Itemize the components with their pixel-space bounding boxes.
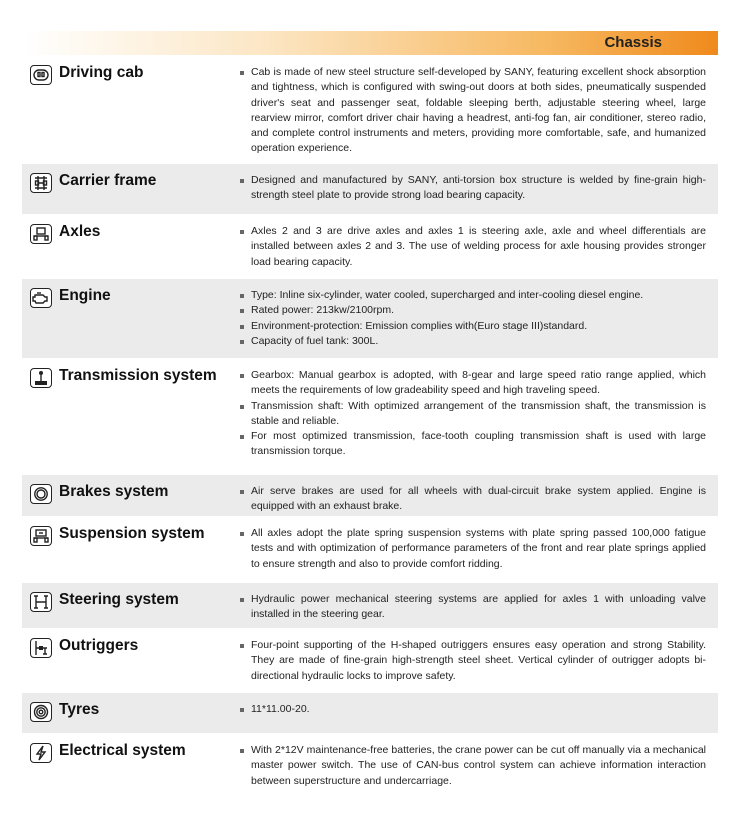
section-row-transmission-system [22,359,718,475]
section-heading [22,734,228,794]
section-title-brakes-system: Brakes system [59,483,169,500]
section-title: Chassis [604,34,662,51]
section-row-driving-cab [22,56,718,164]
section-title-axles: Axles [59,223,101,240]
section-row-tyres [22,693,718,734]
bullet-item: Hydraulic power mechanical steering systems are applied for axles 1 with unloading valve installed in the steering gear. [240,592,706,623]
bullet-item: All axles adopt the plate spring suspension systems with plate spring passed 100,000 fatigue tests and with optimization of performance parameters of the front and rear plate springs applied to ensure strength and also to provide comfort ridding. [240,526,706,572]
section-description [228,517,718,582]
section-description [228,56,718,163]
section-title-tyres: Tyres [59,701,100,718]
bullet-item: Cab is made of new steel structure self-developed by SANY, featuring excellent shock absorption and tightness, which is configured with swing-out doors at both sides, pneumatically suspended driver's seat and passenger seat, foldable sleeping berth, adjustable steering wheel, large rearview mirror, comfort driver chair having a headrest, anti-fog fan, air conditioner, stereo radio, and complete control instruments and meters, providing more comfortable, safe, and humanized operation experience. [240,65,706,157]
section-heading [22,359,228,474]
frame-icon [30,173,52,193]
bullet-item: Type: Inline six-cylinder, water cooled, supercharged and inter-cooling diesel engine. [240,288,706,303]
section-heading [22,475,228,516]
bullet-item: 11*11.00-20. [240,702,706,717]
section-title-steering-system: Steering system [59,591,179,608]
bullet-item: With 2*12V maintenance-free batteries, the crane power can be cut off manually via a mechanical master power switch. The use of CAN-bus control system can achieve information interaction between superstructure and undercarriage. [240,743,706,789]
gear-lever-icon [30,368,52,388]
bullet-item: Gearbox: Manual gearbox is adopted, with 8-gear and large speed ratio range applied, which meets the requirements of low gradeability speed and high traveling speed. [240,368,706,399]
section-heading [22,517,228,582]
section-heading [22,693,228,733]
bullet-item: Rated power: 213kw/2100rpm. [240,303,706,318]
section-row-outriggers [22,629,718,693]
bullet-item: Capacity of fuel tank: 300L. [240,334,706,349]
section-heading [22,164,228,214]
section-heading [22,56,228,163]
outrigger-icon [30,638,52,658]
bullet-item: Axles 2 and 3 are drive axles and axles 1 is steering axle, axle and wheel differentials are installed between axles 2 and 3. The use of welding process for axle housing provides stronger load bearing capacity. [240,224,706,270]
bullet-item: Environment-protection: Emission complies with(Euro stage III)standard. [240,319,706,334]
section-description [228,583,718,628]
suspension-icon [30,526,52,546]
section-row-axles [22,215,718,279]
engine-icon [30,288,52,308]
section-description [228,693,718,733]
brake-icon [30,484,52,504]
section-row-suspension-system [22,517,718,583]
section-description [228,734,718,794]
section-title-carrier-frame: Carrier frame [59,172,157,189]
bullet-item: Four-point supporting of the H-shaped outriggers ensures easy operation and strong Stability. They are made of fine-grain high-strength steel sheet. Vertical cylinder of outrigger adopts bi- directional hydraulic locks to improve safety. [240,638,706,684]
section-row-steering-system [22,583,718,629]
section-title-suspension-system: Suspension system [59,525,205,542]
section-description [228,215,718,278]
section-heading [22,583,228,628]
bullet-item: Transmission shaft: With optimized arrangement of the transmission shaft, the transmission is stable and reliable. [240,399,706,430]
steering-icon [30,592,52,612]
section-title-outriggers: Outriggers [59,637,139,654]
section-title-engine: Engine [59,287,111,304]
section-row-engine [22,279,718,359]
section-heading [22,279,228,358]
section-row-brakes-system [22,475,718,517]
axle-icon [30,224,52,244]
bullet-item: For most optimized transmission, face-tooth coupling transmission shaft is used with large transmission torque. [240,429,706,460]
section-title-electrical-system: Electrical system [59,742,186,759]
section-heading [22,215,228,278]
section-description [228,164,718,214]
cab-icon [30,65,52,85]
lightning-icon [30,743,52,763]
section-description [228,359,718,474]
section-description [228,475,718,516]
section-header [22,31,718,55]
bullet-item: Air serve brakes are used for all wheels with dual-circuit brake system applied. Engine is equipped with an exhaust brake. [240,484,706,515]
spec-table [22,56,718,795]
section-title-transmission-system: Transmission system [59,367,217,384]
tyre-icon [30,702,52,722]
section-description [228,629,718,692]
section-description [228,279,718,358]
section-title-driving-cab: Driving cab [59,64,144,81]
section-heading [22,629,228,692]
bullet-item: Designed and manufactured by SANY, anti-torsion box structure is welded by fine-grain high-strength steel plate to provide strong load bearing capacity. [240,173,706,204]
section-row-electrical-system [22,734,718,795]
section-row-carrier-frame [22,164,718,215]
